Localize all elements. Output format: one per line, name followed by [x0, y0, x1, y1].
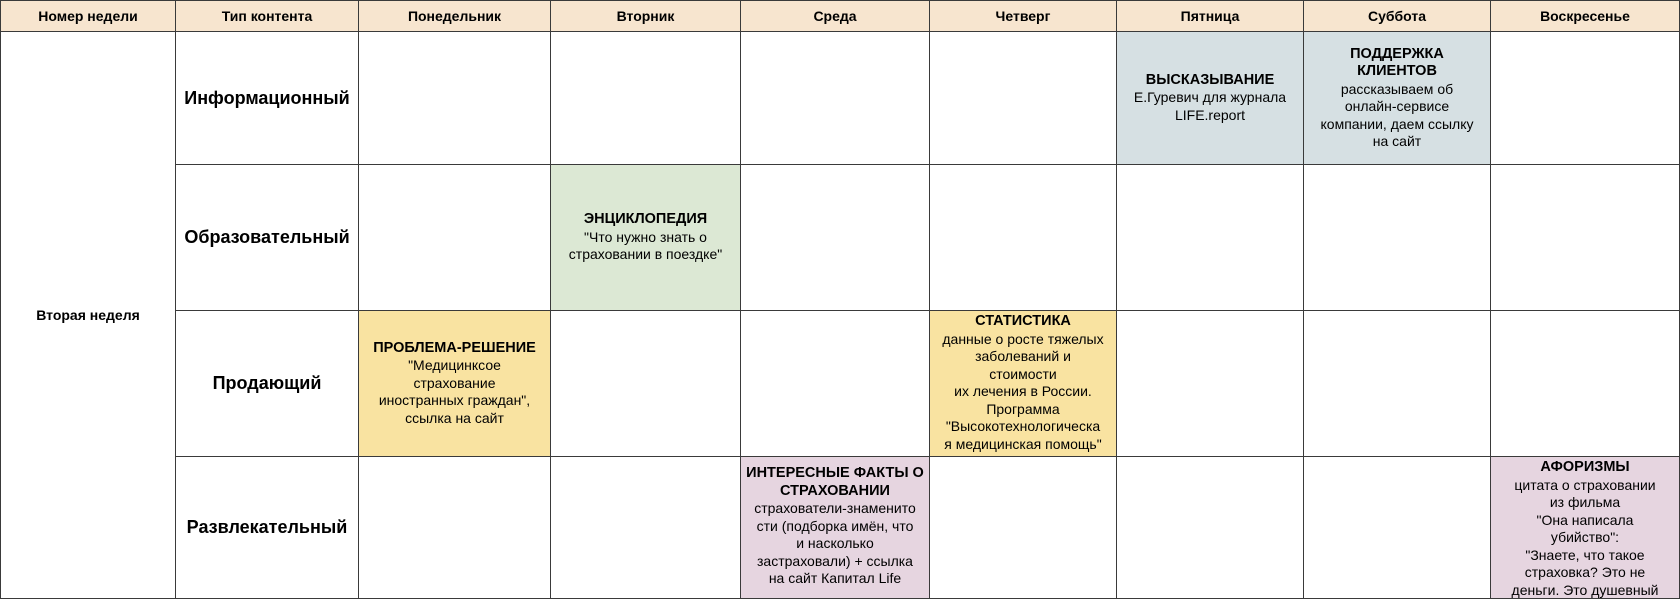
empty-cell[interactable] — [551, 311, 741, 457]
cell-title: ВЫСКАЗЫВАНИЕ — [1145, 71, 1275, 88]
cell-body: Е.Гуревич для журнала LIFE.report — [1133, 89, 1287, 123]
content-cell-quote[interactable] — [1117, 32, 1304, 165]
type-cell[interactable]: Образовательный — [176, 165, 359, 311]
empty-cell[interactable] — [1117, 457, 1304, 599]
header-day-sat[interactable]: Суббота — [1304, 1, 1491, 32]
row-informational — [1, 32, 1680, 165]
header-content-type[interactable]: Тип контента — [176, 1, 359, 32]
header-day-thu[interactable]: Четверг — [930, 1, 1117, 32]
empty-cell[interactable] — [1117, 165, 1304, 311]
cell-title: ИНТЕРЕСНЫЕ ФАКТЫ О СТРАХОВАНИИ — [746, 465, 924, 499]
cell-title: ЭНЦИКЛОПЕДИЯ — [583, 211, 708, 228]
empty-cell[interactable] — [741, 311, 930, 457]
header-day-sun[interactable]: Воскресенье — [1491, 1, 1680, 32]
empty-cell[interactable] — [1491, 311, 1680, 457]
cell-body: "Что нужно знать о страховании в поездке" — [568, 228, 723, 263]
row-entertainment — [1, 457, 1680, 599]
empty-cell[interactable] — [1304, 165, 1491, 311]
empty-cell[interactable] — [359, 165, 551, 311]
header-day-wed[interactable]: Среда — [741, 1, 930, 32]
type-cell[interactable]: Информационный — [176, 32, 359, 165]
row-selling — [1, 311, 1680, 457]
cell-body: цитата о страховании из фильма "Она написала убийство": "Знаете, что такое страховка? Это не деньги. Это душевный — [1511, 476, 1659, 598]
type-cell[interactable]: Продающий — [176, 311, 359, 457]
empty-cell[interactable] — [741, 32, 930, 165]
content-cell-facts[interactable] — [741, 457, 930, 599]
cell-title: СТАТИСТИКА — [975, 313, 1071, 329]
empty-cell[interactable] — [741, 165, 930, 311]
empty-cell[interactable] — [930, 32, 1117, 165]
content-cell-support[interactable] — [1304, 32, 1491, 165]
type-cell[interactable]: Развлекательный — [176, 457, 359, 599]
cell-body: рассказываем об онлайн-сервисе компании, даем ссылку на сайт — [1320, 80, 1474, 149]
cell-title: ПОДДЕРЖКА КЛИЕНТОВ — [1350, 45, 1444, 79]
empty-cell[interactable] — [930, 165, 1117, 311]
empty-cell[interactable] — [1117, 311, 1304, 457]
week-cell[interactable]: Вторая неделя — [1, 32, 176, 599]
cell-title: АФОРИЗМЫ — [1540, 459, 1630, 475]
empty-cell[interactable] — [930, 457, 1117, 599]
header-day-tue[interactable]: Вторник — [551, 1, 741, 32]
cell-title: ПРОБЛЕМА-РЕШЕНИЕ — [373, 339, 536, 356]
content-cell-encyclopedia[interactable] — [551, 165, 741, 311]
header-day-mon[interactable]: Понедельник — [359, 1, 551, 32]
empty-cell[interactable] — [551, 457, 741, 599]
content-cell-problem-solution[interactable] — [359, 311, 551, 457]
empty-cell[interactable] — [1304, 457, 1491, 599]
cell-body: "Медицинксое страхование иностранных граждан", ссылка на сайт — [378, 357, 531, 426]
header-week[interactable]: Номер недели — [1, 1, 176, 32]
empty-cell[interactable] — [1304, 311, 1491, 457]
empty-cell[interactable] — [1491, 32, 1680, 165]
header-day-fri[interactable]: Пятница — [1117, 1, 1304, 32]
cell-body: страхователи-знаменито сти (подборка имён, что и насколько застраховали) + ссылка на сайт Капитал Life — [754, 500, 916, 586]
empty-cell[interactable] — [359, 457, 551, 599]
cell-body: данные о росте тяжелых заболеваний и стоимости их лечения в России. Программа "Высокотехнологическа я медицинская помощь" — [942, 330, 1104, 452]
empty-cell[interactable] — [551, 32, 741, 165]
header-row — [1, 1, 1680, 32]
empty-cell[interactable] — [359, 32, 551, 165]
row-educational — [1, 165, 1680, 311]
content-cell-aphorisms[interactable] — [1491, 457, 1680, 599]
content-cell-statistics[interactable] — [930, 311, 1117, 457]
empty-cell[interactable] — [1491, 165, 1680, 311]
